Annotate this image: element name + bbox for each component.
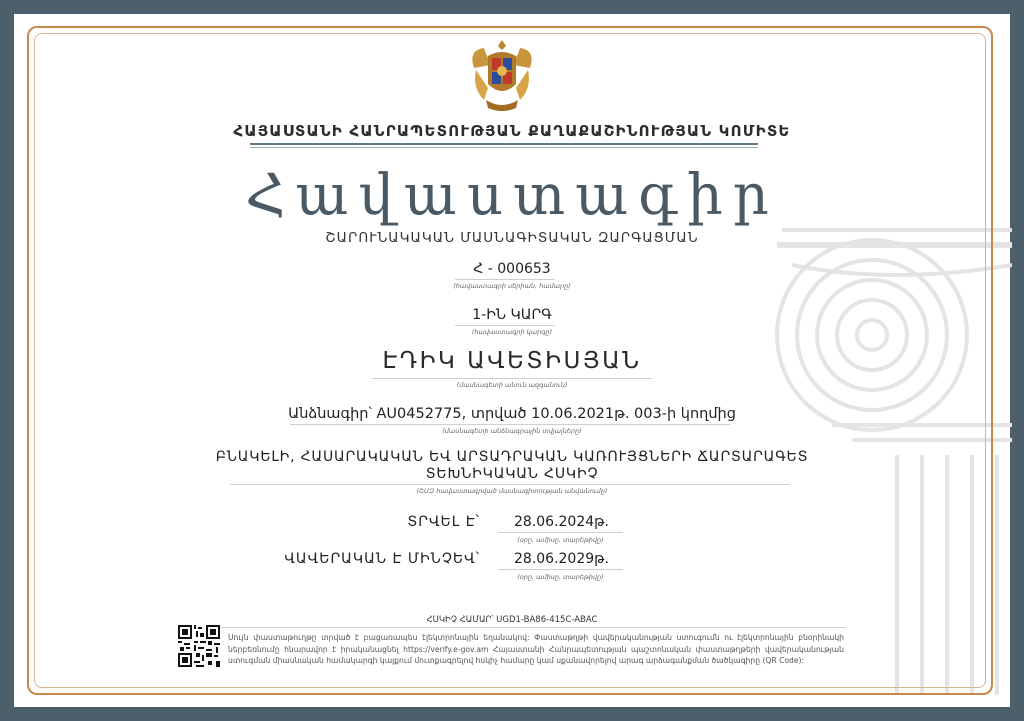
coat-of-arms-icon — [466, 38, 538, 114]
issued-label: ՏՐՎԵԼ Է՝ — [407, 514, 480, 530]
issued-hint: (օրը, ամիսը, տարեթիվը) — [517, 536, 604, 544]
certificate-number-hint: (հավաստագրի սերիան, համարը) — [453, 282, 571, 290]
program-line-2: ՏԵԽՆԻԿԱԿԱՆ ՀՍԿԻՉ — [425, 466, 599, 482]
holder-name: ԷԴԻԿ ԱՎԵՏԻՍՅԱՆ — [382, 348, 642, 374]
passport-underline — [290, 424, 730, 425]
issued-underline — [498, 532, 623, 533]
issued-date: 28.06.2024թ. — [514, 514, 609, 530]
valid-until-date: 28.06.2029թ. — [514, 551, 609, 567]
qr-code-icon[interactable] — [178, 625, 220, 667]
passport-hint: (մասնագետի անձնագրային տվյալները) — [442, 427, 582, 435]
org-rule-top — [250, 143, 758, 145]
certificate-level-underline — [455, 325, 555, 326]
valid-until-hint: (օրը, ամիսը, տարեթիվը) — [517, 573, 604, 581]
footer-separator — [178, 627, 846, 628]
valid-until-label: ՎԱՎԵՐԱԿԱՆ Է ՄԻՆՉԵՎ՝ — [284, 551, 480, 567]
holder-name-underline — [372, 378, 652, 379]
certificate-number-underline — [455, 279, 555, 280]
program-line-1: ԲՆԱԿԵԼԻ, ՀԱՍԱՐԱԿԱԿԱՆ ԵՎ ԱՐՏԱԴՐԱԿԱՆ ԿԱՌՈՒՅՑՆԵՐԻ ՃԱՐՏԱՐԱԳԵՏ — [215, 449, 809, 465]
certificate-number: Հ - 000653 — [473, 261, 551, 277]
org-rule-bottom — [250, 147, 758, 148]
holder-name-hint: (մասնագետի անուն ազգանուն) — [456, 381, 568, 389]
passport-details: Անձնագիր՝ AU0452775, տրված 10.06.2021թ. 003-ի կողմից — [288, 406, 736, 422]
certificate-level: 1-ԻՆ ԿԱՐԳ — [472, 307, 552, 323]
program-underline — [230, 484, 790, 485]
organization-name: ՀԱՅԱՍՏԱՆԻ ՀԱՆՐԱՊԵՏՈՒԹՅԱՆ ՔԱՂԱՔԱՇԻՆՈՒԹՅԱՆ ԿՈՄԻՏԵ — [233, 122, 791, 140]
certificate-level-hint: (հավաստագրի կարգը) — [471, 328, 553, 336]
control-number: ՀՍԿԻՉ ՀԱՄԱՐ՝ UGD1-BA86-415C-ABAC — [426, 615, 598, 625]
document-subtitle: ՇԱՐՈՒՆԱԿԱԿԱՆ ՄԱՍՆԱԳԻՏԱԿԱՆ ԶԱՐԳԱՑՄԱՆ — [325, 230, 699, 246]
document-title: Հավաստագիր — [245, 163, 779, 228]
valid-until-underline — [498, 569, 623, 570]
verification-note: Սույն փաստաթուղթը տրված է բացառապես էլեկտրոնային եղանակով: Փաստաթղթի վավերականության ստուգումն ու էլեկտրոնային բնօրինակի ներբեռնումը հնարավոր է իրականացնել https://verify.e-gov.am Հայաստանի Հանրապետության պաշտոնական փաստաթղթերի վավերականության ստուգման միասնական համակարգի կայքում մուտքագրելով հսկիչ համարը կամ սքանավորելով արագ արձագանքման ծածկագիրը (QR Code): — [228, 633, 844, 665]
program-hint: (ՇՄԶ հավաստագրված մասնագիտության անվանումը) — [416, 487, 608, 495]
